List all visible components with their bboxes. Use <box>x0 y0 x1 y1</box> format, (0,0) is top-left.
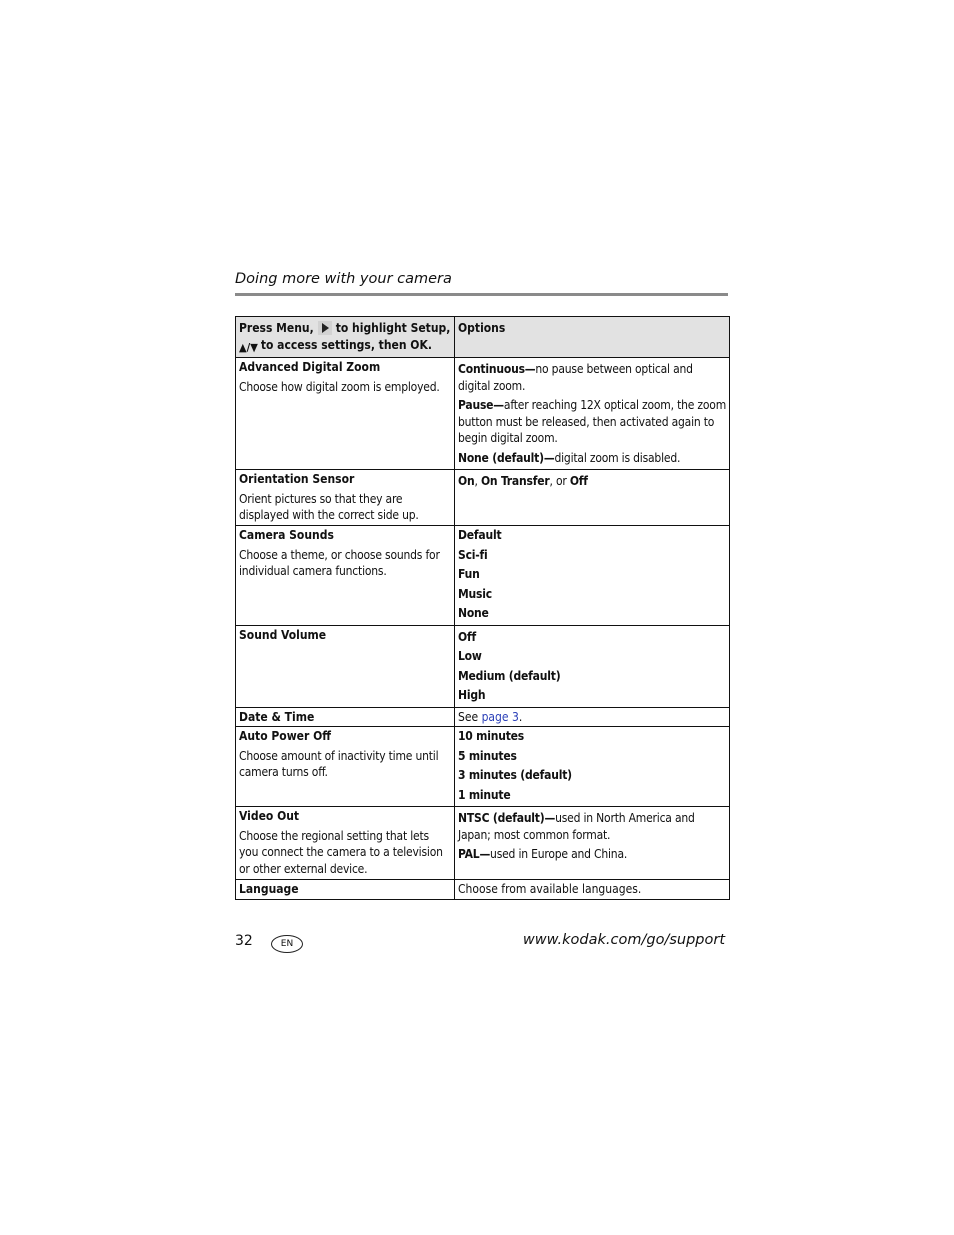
header-cell-options: Options <box>455 317 730 358</box>
table-row <box>236 727 730 807</box>
setting-name: Orientation Sensor <box>239 472 355 486</box>
options-cell <box>455 727 730 807</box>
option-item: Off <box>458 629 476 644</box>
setting-description: Choose how digital zoom is employed. <box>239 379 440 394</box>
setting-description: Choose a theme, or choose sounds for individual camera functions. <box>239 547 440 578</box>
option-item: 5 minutes <box>458 748 517 763</box>
setting-name: Date & Time <box>239 709 315 724</box>
press-menu-text: Press Menu, <box>239 321 314 335</box>
options-cell <box>455 470 730 526</box>
setting-cell <box>236 470 455 526</box>
see-text: See <box>458 709 482 724</box>
settings-table <box>235 316 730 900</box>
option-item: Pause—after reaching 12X optical zoom, the zoom button must be released, then activated again to begin digital zoom. <box>458 398 727 445</box>
option-item: Music <box>458 586 492 601</box>
setting-cell <box>236 526 455 626</box>
option-item: Continuous—no pause between optical and digital zoom. <box>458 362 693 393</box>
page-number: 32 <box>235 933 253 949</box>
setting-cell <box>236 727 455 807</box>
setting-cell <box>236 880 455 900</box>
right-arrow-icon <box>318 321 332 335</box>
option-item: None (default)—digital zoom is disabled. <box>458 450 681 465</box>
setting-name: Sound Volume <box>239 627 327 642</box>
option-item: 1 minute <box>458 787 511 802</box>
setting-cell <box>236 807 455 880</box>
table-row <box>236 880 730 900</box>
setting-name: Video Out <box>239 809 300 823</box>
setting-cell <box>236 358 455 470</box>
running-header: Doing more with your camera <box>235 271 452 287</box>
setting-cell <box>236 625 455 707</box>
table-row <box>236 526 730 626</box>
option-item: PAL—used in Europe and China. <box>458 847 628 861</box>
options-cell <box>455 358 730 470</box>
up-down-arrows-icon: ▲/▼ <box>239 340 258 354</box>
table-row <box>236 807 730 880</box>
setting-name: Advanced Digital Zoom <box>239 360 381 374</box>
setting-cell <box>236 707 455 727</box>
table-row <box>236 625 730 707</box>
setting-description: Orient pictures so that they are displayed with the correct side up. <box>239 491 419 522</box>
option-item: High <box>458 688 486 702</box>
options-cell <box>455 880 730 900</box>
option-item: 10 minutes <box>458 729 525 743</box>
option-item: Sci-fi <box>458 547 488 562</box>
table-row <box>236 358 730 470</box>
setting-description: Choose amount of inactivity time until camera turns off. <box>239 748 439 779</box>
option-item: 3 minutes (default) <box>458 768 572 782</box>
option-item: Fun <box>458 567 480 581</box>
option-item: Low <box>458 649 482 663</box>
setting-name: Camera Sounds <box>239 528 334 542</box>
options-cell <box>455 807 730 880</box>
language-badge: EN <box>271 935 303 953</box>
access-settings-text: to access settings, then OK. <box>260 337 432 352</box>
setting-name: Language <box>239 882 299 896</box>
header-rule <box>235 293 728 296</box>
options-cell <box>455 526 730 626</box>
option-item: On, On Transfer, or Off <box>458 474 588 488</box>
setting-name: Auto Power Off <box>239 729 332 743</box>
option-item: NTSC (default)—used in North America and Japan; most common format. <box>458 811 695 842</box>
table-row <box>236 707 730 727</box>
option-item: Choose from available languages. <box>458 882 642 896</box>
header-cell-instructions <box>236 317 455 358</box>
option-item: Medium (default) <box>458 668 561 683</box>
options-cell <box>455 625 730 707</box>
table-header-row <box>236 317 730 358</box>
table-row <box>236 470 730 526</box>
setting-description: Choose the regional setting that lets you connect the camera to a television or other external device. <box>239 828 443 876</box>
option-item: Default <box>458 528 502 542</box>
option-item: None <box>458 606 489 620</box>
options-cell: See page 3. <box>455 707 730 727</box>
page-link[interactable]: page 3 <box>481 709 519 724</box>
highlight-setup-text: to highlight Setup, <box>335 321 451 335</box>
support-url[interactable]: www.kodak.com/go/support <box>522 932 725 948</box>
